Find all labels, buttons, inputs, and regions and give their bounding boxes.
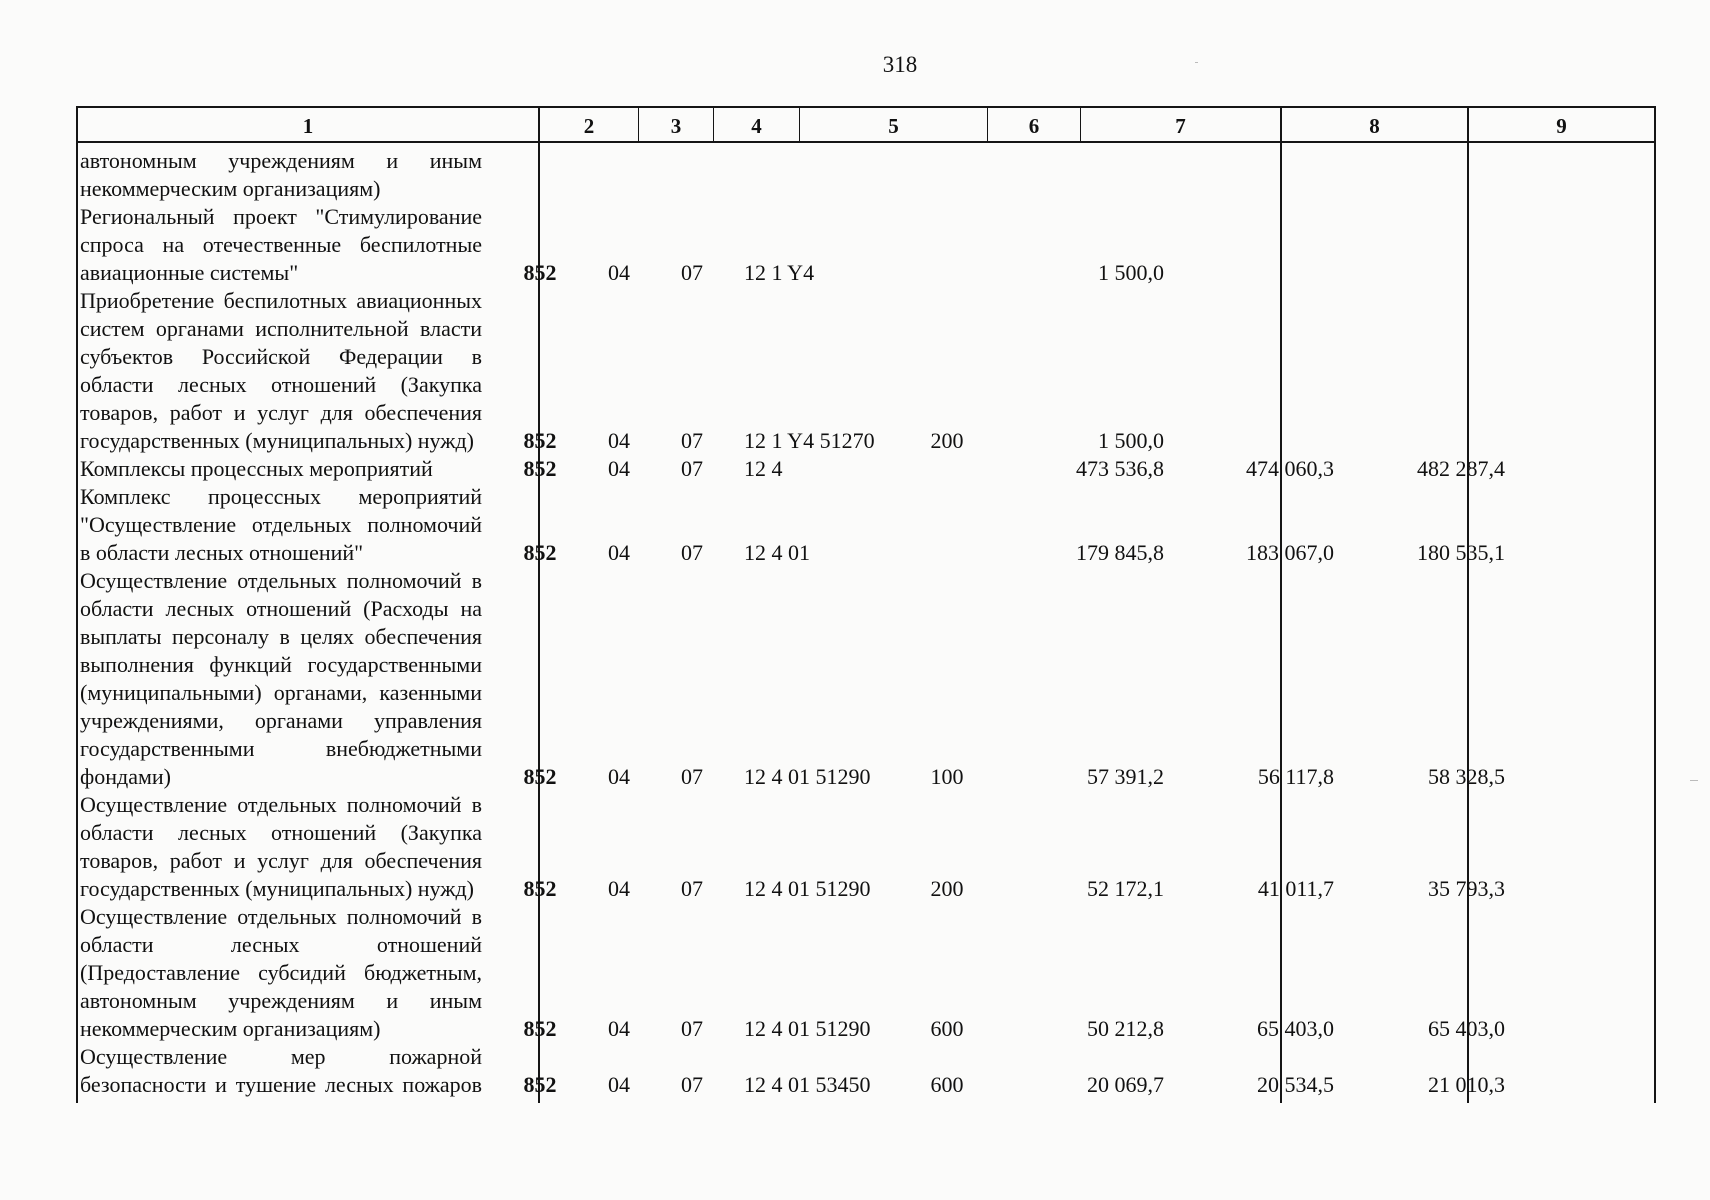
cell-c6: 200 bbox=[930, 428, 964, 453]
cell-c3: 04 bbox=[608, 540, 630, 565]
row-description-line: выполнения функций государственными bbox=[80, 652, 482, 677]
cell-c7: 50 212,8 bbox=[1087, 1016, 1164, 1041]
cell-c7: 52 172,1 bbox=[1087, 876, 1164, 901]
page-number: 318 bbox=[882, 52, 918, 77]
cell-c7: 1 500,0 bbox=[1098, 428, 1164, 453]
cell-c6: 600 bbox=[930, 1072, 964, 1097]
row-description-line: Осуществление отдельных полномочий в bbox=[80, 792, 482, 817]
cell-c2: 852 bbox=[523, 1072, 557, 1097]
header-cell-8: 8 bbox=[1369, 114, 1380, 138]
header-cell-4: 4 bbox=[751, 114, 762, 138]
cell-c5: 12 4 01 51290 bbox=[744, 876, 871, 901]
header-cell-1: 1 bbox=[302, 114, 314, 138]
row-description-line: автономным учреждениям и иным bbox=[80, 988, 482, 1013]
cell-c8: 65 403,0 bbox=[1257, 1016, 1334, 1041]
cell-c4: 07 bbox=[681, 540, 703, 565]
cell-c8: 183 067,0 bbox=[1246, 540, 1334, 565]
row-description-line: товаров, работ и услуг для обеспечения bbox=[80, 848, 482, 873]
cell-c5: 12 1 Y4 bbox=[744, 260, 815, 285]
row-description-line: Комплексы процессных мероприятий bbox=[80, 456, 433, 481]
cell-c4: 07 bbox=[681, 876, 703, 901]
header-bottom-border bbox=[77, 141, 1656, 143]
cell-c6: 600 bbox=[930, 1016, 964, 1041]
row-description-line: систем органами исполнительной власти bbox=[80, 316, 482, 341]
row-description-line: (Предоставление субсидий бюджетным, bbox=[80, 960, 482, 985]
row-description-line: авиационные системы" bbox=[80, 260, 299, 285]
cell-c2: 852 bbox=[523, 1016, 557, 1041]
cell-c3: 04 bbox=[608, 428, 630, 453]
cell-c4: 07 bbox=[681, 456, 703, 481]
row-description-line: Осуществление отдельных полномочий в bbox=[80, 568, 482, 593]
cell-c7: 20 069,7 bbox=[1087, 1072, 1164, 1097]
row-description-line: учреждениями, органами управления bbox=[80, 708, 482, 733]
cell-c9: 482 287,4 bbox=[1417, 456, 1505, 481]
cell-c2: 852 bbox=[523, 260, 557, 285]
row-description-line: в области лесных отношений" bbox=[80, 540, 364, 565]
cell-c3: 04 bbox=[608, 1072, 630, 1097]
cell-c9: 35 793,3 bbox=[1428, 876, 1505, 901]
cell-c4: 07 bbox=[681, 1072, 703, 1097]
cell-c8: 474 060,3 bbox=[1246, 456, 1334, 481]
cell-c2: 852 bbox=[523, 456, 557, 481]
row-description-line: фондами) bbox=[80, 764, 172, 789]
row-description-line: области лесных отношений bbox=[80, 932, 482, 957]
column-divider bbox=[1280, 106, 1282, 1103]
cell-c5: 12 4 01 bbox=[744, 540, 810, 565]
row-description-line: Приобретение беспилотных авиационных bbox=[80, 288, 482, 313]
cell-c8: 56 117,8 bbox=[1257, 764, 1334, 789]
cell-c2: 852 bbox=[523, 428, 557, 453]
cell-c7: 57 391,2 bbox=[1087, 764, 1164, 789]
table-right-border bbox=[1654, 106, 1656, 1103]
cell-c9: 21 010,3 bbox=[1428, 1072, 1505, 1097]
row-description-line: государственных (муниципальных) нужд) bbox=[80, 876, 474, 901]
header-cell-5: 5 bbox=[888, 114, 899, 138]
column-divider bbox=[538, 106, 540, 1103]
row-description-line: Осуществление мер пожарной bbox=[80, 1044, 482, 1069]
header-cell-9: 9 bbox=[1556, 114, 1567, 138]
row-description-line: Осуществление отдельных полномочий в bbox=[80, 904, 482, 929]
column-divider bbox=[1467, 106, 1469, 1103]
row-description-line: области лесных отношений (Расходы на bbox=[80, 596, 482, 621]
row-description-line: области лесных отношений (Закупка bbox=[80, 820, 482, 845]
header-cell-7: 7 bbox=[1175, 114, 1186, 138]
row-description-line: "Осуществление отдельных полномочий bbox=[80, 512, 482, 537]
table-left-border bbox=[76, 106, 78, 1103]
cell-c5: 12 4 01 53450 bbox=[744, 1072, 871, 1097]
header-cell-3: 3 bbox=[670, 114, 682, 138]
cell-c4: 07 bbox=[681, 260, 703, 285]
row-description-line: некоммерческим организациям) bbox=[80, 176, 381, 201]
cell-c2: 852 bbox=[523, 764, 557, 789]
cell-c7: 1 500,0 bbox=[1098, 260, 1164, 285]
cell-c9: 65 403,0 bbox=[1428, 1016, 1505, 1041]
cell-c4: 07 bbox=[681, 764, 703, 789]
header-cell-2: 2 bbox=[583, 114, 595, 138]
cell-c3: 04 bbox=[608, 456, 630, 481]
row-description-line: товаров, работ и услуг для обеспечения bbox=[80, 400, 482, 425]
table-top-border bbox=[77, 106, 1656, 108]
row-description-line: безопасности и тушение лесных пожаров bbox=[80, 1072, 482, 1097]
row-description-line: Региональный проект "Стимулирование bbox=[80, 204, 482, 229]
cell-c8: 41 011,7 bbox=[1257, 876, 1334, 901]
row-description-line: области лесных отношений (Закупка bbox=[80, 372, 482, 397]
row-description-line: спроса на отечественные беспилотные bbox=[80, 232, 482, 257]
row-description-line: автономным учреждениям и иным bbox=[80, 148, 482, 173]
cell-c5: 12 4 01 51290 bbox=[744, 1016, 871, 1041]
row-description-line: государственных (муниципальных) нужд) bbox=[80, 428, 474, 453]
cell-c9: 58 328,5 bbox=[1428, 764, 1505, 789]
row-description-line: Комплекс процессных мероприятий bbox=[80, 484, 482, 509]
cell-c6: 200 bbox=[930, 876, 964, 901]
cell-c7: 473 536,8 bbox=[1076, 456, 1164, 481]
cell-c8: 20 534,5 bbox=[1257, 1072, 1334, 1097]
cell-c6: 100 bbox=[930, 764, 964, 789]
cell-c5: 12 4 bbox=[744, 456, 783, 481]
scan-artifact bbox=[1690, 780, 1698, 781]
cell-c4: 07 bbox=[681, 1016, 703, 1041]
header-cell-6: 6 bbox=[1028, 114, 1040, 138]
cell-c2: 852 bbox=[523, 876, 557, 901]
cell-c3: 04 bbox=[608, 764, 630, 789]
row-description-line: государственными внебюджетными bbox=[80, 736, 482, 761]
cell-c3: 04 bbox=[608, 260, 630, 285]
row-description-line: субъектов Российской Федерации в bbox=[80, 344, 482, 369]
cell-c4: 07 bbox=[681, 428, 703, 453]
cell-c5: 12 1 Y4 51270 bbox=[744, 428, 875, 453]
cell-c7: 179 845,8 bbox=[1076, 540, 1164, 565]
cell-c3: 04 bbox=[608, 1016, 630, 1041]
cell-c2: 852 bbox=[523, 540, 557, 565]
cell-c5: 12 4 01 51290 bbox=[744, 764, 871, 789]
row-description-line: выплаты персоналу в целях обеспечения bbox=[80, 624, 482, 649]
row-description-line: (муниципальными) органами, казенными bbox=[80, 680, 482, 705]
scan-artifact bbox=[1195, 62, 1198, 63]
cell-c9: 180 535,1 bbox=[1417, 540, 1505, 565]
cell-c3: 04 bbox=[608, 876, 630, 901]
row-description-line: некоммерческим организациям) bbox=[80, 1016, 381, 1041]
